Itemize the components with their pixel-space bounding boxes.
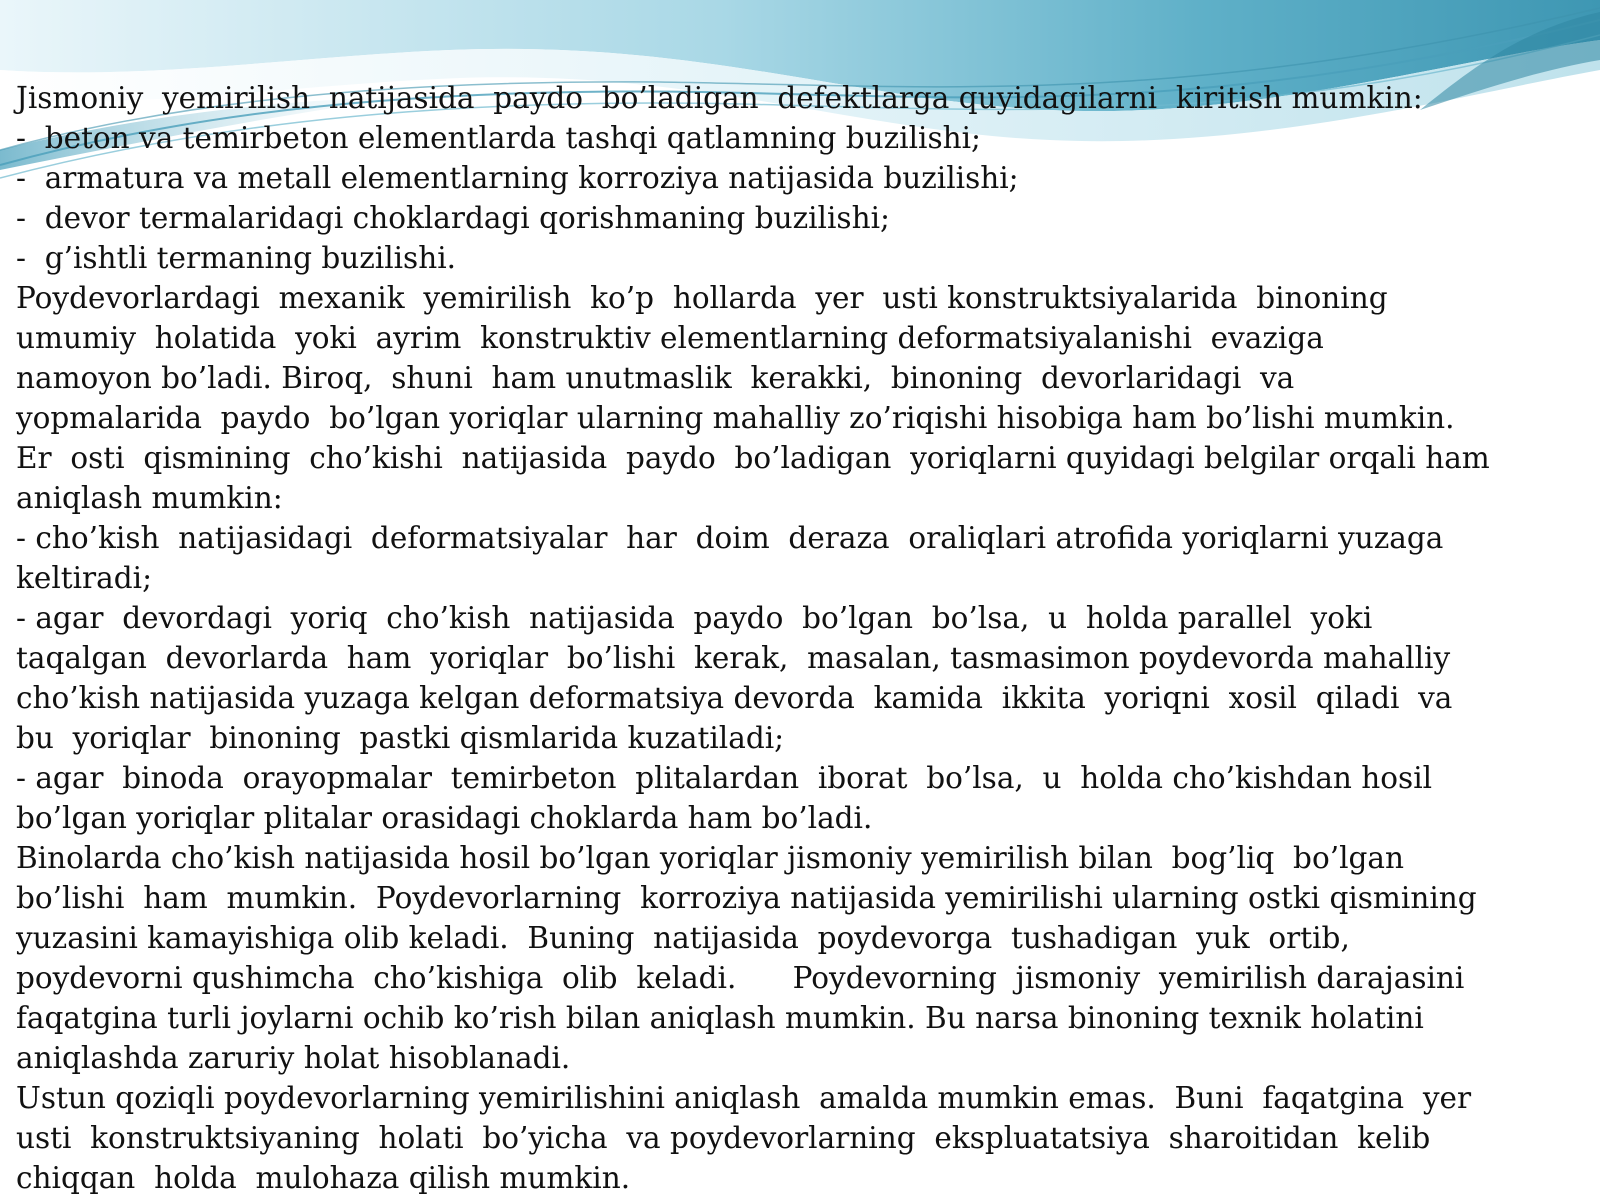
text-line: - agar binoda orayopmalar temirbeton plitalardan iborat bo’lsa, u holda cho’kishdan hosil [16,761,1433,795]
text-line: yuzasini kamayishiga olib keladi. Buning natijasida poydevorga tushadigan yuk ortib, [16,921,1350,955]
text-line: faqatgina turli joylarni ochib ko’rish bilan aniqlash mumkin. Bu narsa binoning texnik holatini [16,1001,1424,1035]
text-line: bu yoriqlar binoning pastki qismlarida kuzatiladi; [16,721,785,755]
text-line: keltiradi; [16,561,153,595]
text-line: Poydevorlardagi mexanik yemirilish ko’p hollarda yer usti konstruktsiyalarida binoning [16,281,1388,315]
text-line: - beton va temirbeton elementlarda tashqi qatlamning buzilishi; [16,121,981,155]
text-line: umumiy holatida yoki ayrim konstruktiv elementlarning deformatsiyalanishi evaziga [16,321,1324,355]
text-line: poydevorni qushimcha cho’kishiga olib keladi. Poydevorning jismoniy yemirilish darajasini [16,961,1465,995]
text-line: Er osti qismining cho’kishi natijasida paydo bo’ladigan yoriqlarni quyidagi belgilar orqali ham [16,441,1490,475]
text-line: Binolarda cho’kish natijasida hosil bo’lgan yoriqlar jismoniy yemirilish bilan bog’liq bo’lgan [16,841,1404,875]
text-line: bo’lgan yoriqlar plitalar orasidagi choklarda ham bo’ladi. [16,801,873,835]
text-line: - devor termalaridagi choklardagi qorishmaning buzilishi; [16,201,890,235]
text-line: aniqlash mumkin: [16,481,283,515]
text-line: yopmalarida paydo bo’lgan yoriqlar ularning mahalliy zo’riqishi hisobiga ham bo’lishi mumkin. [16,401,1455,435]
text-line: Ustun qoziqli poydevorlarning yemirilishini aniqlash amalda mumkin emas. Buni faqatgina yer [16,1081,1472,1115]
text-line: chiqqan holda mulohaza qilish mumkin. [16,1161,631,1195]
text-line: - armatura va metall elementlarning korroziya natijasida buzilishi; [16,161,1019,195]
text-line: taqalgan devorlarda ham yoriqlar bo’lishi kerak, masalan, tasmasimon poydevorda mahalliy [16,641,1451,675]
text-line: aniqlashda zaruriy holat hisoblanadi. [16,1041,571,1075]
text-line: - g’ishtli termaning buzilishi. [16,241,457,275]
text-line: bo’lishi ham mumkin. Poydevorlarning korroziya natijasida yemirilishi ularning ostki qismining [16,881,1477,915]
text-line: Jismoniy yemirilish natijasida paydo bo’ladigan defektlarga quyidagilarni kiritish mumkin: [16,81,1423,115]
text-line: namoyon bo’ladi. Biroq, shuni ham unutmaslik kerakki, binoning devorlaridagi va [16,361,1295,395]
slide-body-text [16,78,1586,1198]
text-line: cho’kish natijasida yuzaga kelgan deformatsiya devorda kamida ikkita yoriqni xosil qiladi va [16,681,1453,715]
text-line: - cho’kish natijasidagi deformatsiyalar har doim deraza oraliqlari atrofida yoriqlarni yuzaga [16,521,1444,555]
text-line: usti konstruktsiyaning holati bo’yicha va poydevorlarning ekspluatatsiya sharoitidan kelib [16,1121,1431,1155]
text-line: - agar devordagi yoriq cho’kish natijasida paydo bo’lgan bo’lsa, u holda parallel yoki [16,601,1373,635]
